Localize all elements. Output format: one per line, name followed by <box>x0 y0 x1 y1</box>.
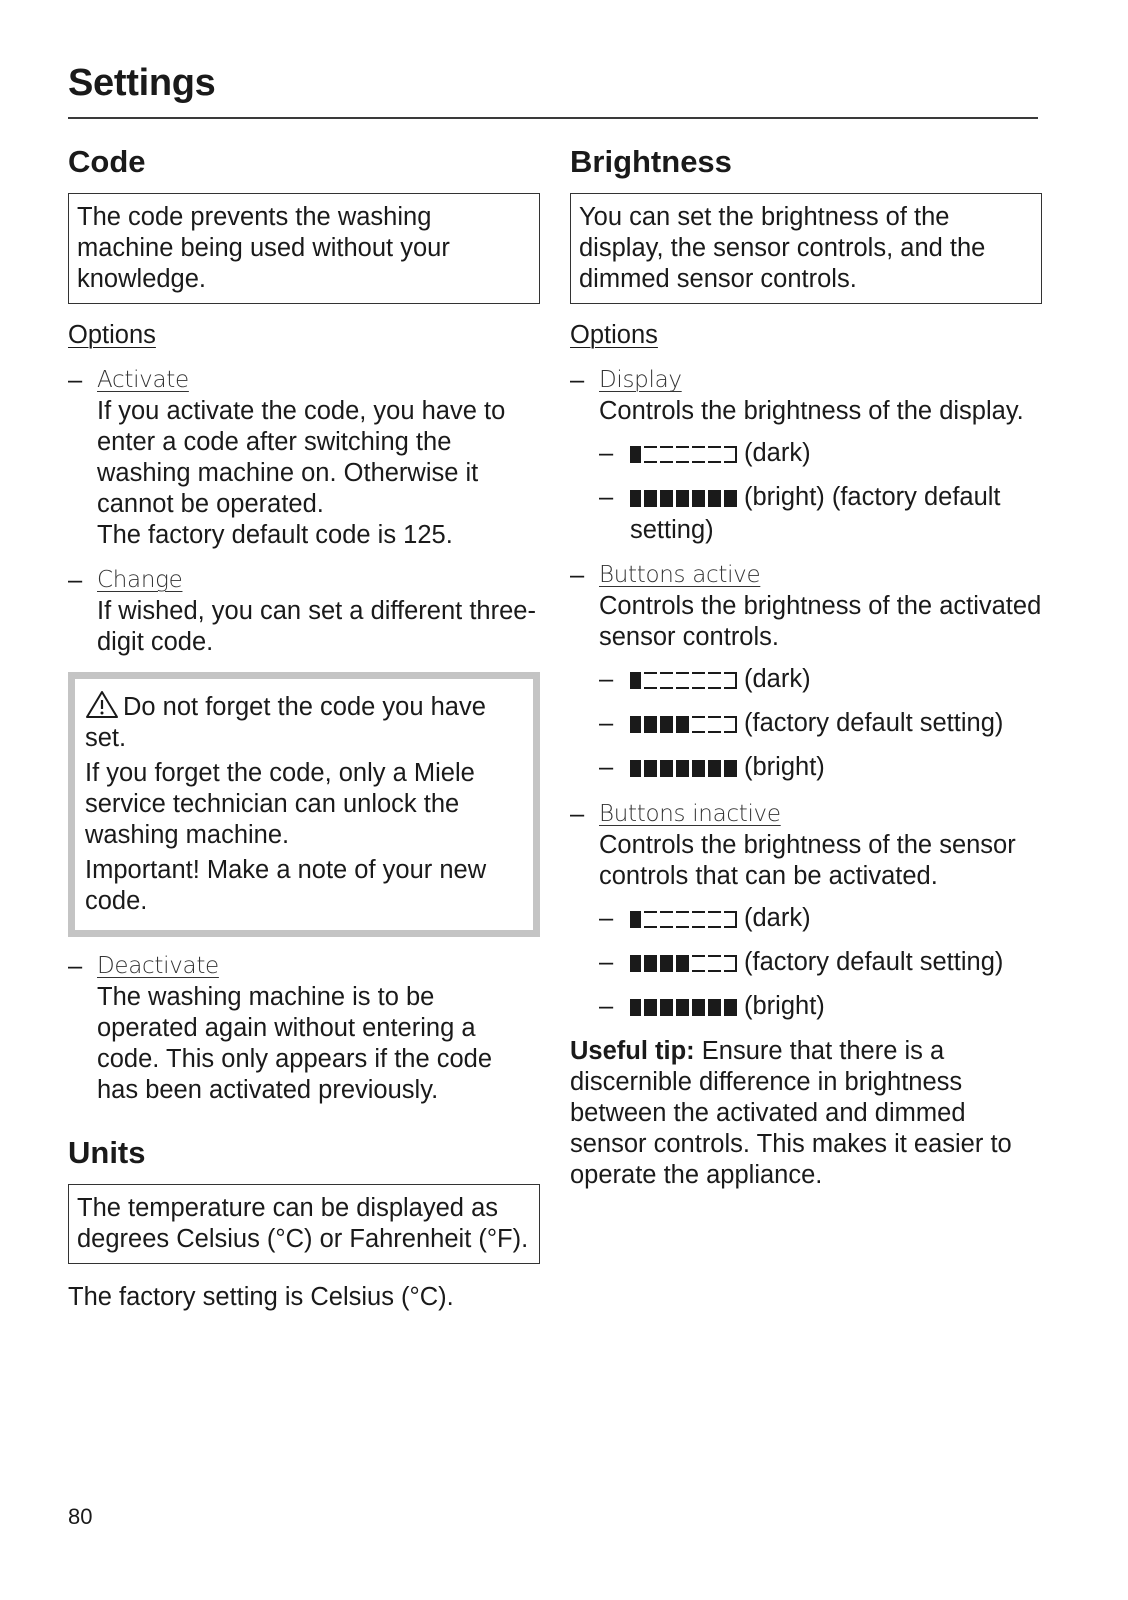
option-buttons-inactive-text: Controls the brightness of the sensor controls that can be activated. <box>599 831 1016 890</box>
right-column <box>570 143 1042 1191</box>
warning-triangle-icon <box>85 690 119 719</box>
brightness-level-row <box>599 664 1042 697</box>
dash: – <box>599 709 614 737</box>
bar-segment-filled <box>724 760 737 777</box>
code-options-label: Options <box>68 321 156 349</box>
warning-line-1 <box>85 690 523 754</box>
bar-segment-filled <box>724 999 737 1016</box>
bar-segment-empty <box>708 672 721 689</box>
units-heading: Units <box>68 1135 146 1170</box>
option-buttons-inactive <box>570 799 1042 1024</box>
bar-segment-filled <box>660 999 673 1016</box>
dash: – <box>599 753 614 781</box>
brightness-level-label: (bright) <box>744 753 825 781</box>
bar-segment-filled <box>692 490 705 507</box>
useful-tip <box>570 1036 1042 1191</box>
brightness-level-label: (factory default setting) <box>744 709 1004 737</box>
brightness-bar-icon <box>630 949 740 980</box>
bar-segment-empty <box>692 955 705 972</box>
bar-segment-empty <box>724 672 737 689</box>
option-change <box>68 565 540 658</box>
warning-line-3: Important! Make a note of your new code. <box>85 856 487 915</box>
dash: – <box>570 800 585 828</box>
bar-segment-empty <box>676 446 689 463</box>
bar-segment-empty <box>692 446 705 463</box>
dash: – <box>599 904 614 932</box>
brightness-options-label: Options <box>570 321 658 349</box>
bar-segment-filled <box>692 760 705 777</box>
dash: – <box>599 439 614 467</box>
bar-segment-filled <box>676 716 689 733</box>
option-activate-name: Activate <box>97 367 189 393</box>
brightness-level-label: (dark) <box>744 665 811 693</box>
bar-segment-filled <box>644 490 657 507</box>
option-change-name: Change <box>97 567 183 593</box>
bar-segment-empty <box>724 955 737 972</box>
brightness-level-row <box>599 482 1042 546</box>
warning-box <box>68 672 540 937</box>
option-activate-default: The factory default code is 125. <box>97 521 453 549</box>
bar-segment-filled <box>630 672 641 689</box>
bar-segment-empty <box>676 911 689 928</box>
header-rule <box>68 117 1038 119</box>
dash: – <box>68 566 83 594</box>
dash: – <box>599 948 614 976</box>
bar-segment-filled <box>660 490 673 507</box>
bar-segment-filled <box>630 911 641 928</box>
bar-segment-empty <box>692 716 705 733</box>
option-activate <box>68 365 540 551</box>
page-number: 80 <box>68 1504 93 1529</box>
brightness-level-label: (factory default setting) <box>744 948 1004 976</box>
brightness-level-label: (bright) <box>744 992 825 1020</box>
option-display-name: Display <box>599 367 682 393</box>
bar-segment-filled <box>692 999 705 1016</box>
bar-segment-filled <box>676 955 689 972</box>
useful-tip-label: Useful tip: <box>570 1037 695 1065</box>
bar-segment-filled <box>676 999 689 1016</box>
bar-segment-filled <box>708 999 721 1016</box>
brightness-level-label: (bright) (factory default setting) <box>630 483 1001 544</box>
brightness-intro-box <box>570 193 1042 304</box>
code-intro-text: The code prevents the washing machine being used without your knowledge. <box>77 203 450 293</box>
useful-tip-text: Ensure that there is a discernible difference in brightness between the activated and dimmed sensor controls. This makes it easier to operate the appliance. <box>570 1037 1012 1189</box>
brightness-bar-icon <box>630 440 740 471</box>
bar-segment-filled <box>630 490 641 507</box>
bar-segment-filled <box>660 955 673 972</box>
brightness-level-row <box>599 947 1042 980</box>
units-intro-text: The temperature can be displayed as degrees Celsius (°C) or Fahrenheit (°F). <box>77 1194 529 1253</box>
option-buttons-inactive-name: Buttons inactive <box>599 801 781 827</box>
left-column <box>68 143 540 1313</box>
bar-segment-empty <box>644 446 657 463</box>
bar-segment-empty <box>708 955 721 972</box>
bar-segment-filled <box>724 490 737 507</box>
buttons-active-levels <box>599 664 1042 785</box>
bar-segment-filled <box>708 760 721 777</box>
dash: – <box>599 665 614 693</box>
brightness-bar-icon <box>630 484 740 515</box>
bar-segment-empty <box>660 911 673 928</box>
brightness-bar-icon <box>630 666 740 697</box>
code-intro-box <box>68 193 540 304</box>
bar-segment-filled <box>644 716 657 733</box>
bar-segment-empty <box>644 672 657 689</box>
bar-segment-empty <box>708 446 721 463</box>
bar-segment-empty <box>660 672 673 689</box>
option-display-text: Controls the brightness of the display. <box>599 397 1024 425</box>
bar-segment-empty <box>692 672 705 689</box>
bar-segment-filled <box>630 716 641 733</box>
bar-segment-empty <box>724 446 737 463</box>
dash: – <box>570 366 585 394</box>
bar-segment-filled <box>644 760 657 777</box>
option-buttons-active-text: Controls the brightness of the activated sensor controls. <box>599 592 1042 651</box>
option-display <box>570 365 1042 546</box>
bar-segment-empty <box>692 911 705 928</box>
buttons-inactive-levels <box>599 903 1042 1024</box>
brightness-level-row <box>599 903 1042 936</box>
brightness-intro-text: You can set the brightness of the display, the sensor controls, and the dimmed sensor controls. <box>579 203 986 293</box>
brightness-level-label: (dark) <box>744 439 811 467</box>
dash: – <box>68 952 83 980</box>
brightness-level-label: (dark) <box>744 904 811 932</box>
bar-segment-filled <box>644 955 657 972</box>
brightness-bar-icon <box>630 993 740 1024</box>
option-deactivate-text: The washing machine is to be operated again without entering a code. This only appears if the code has been activated previously. <box>97 983 493 1104</box>
bar-segment-filled <box>630 760 641 777</box>
bar-segment-filled <box>660 760 673 777</box>
bar-segment-empty <box>708 716 721 733</box>
brightness-level-row <box>599 752 1042 785</box>
bar-segment-empty <box>660 446 673 463</box>
bar-segment-empty <box>708 911 721 928</box>
option-deactivate <box>68 951 540 1106</box>
bar-segment-empty <box>644 911 657 928</box>
warning-line-2: If you forget the code, only a Miele service technician can unlock the washing machine. <box>85 759 475 849</box>
bar-segment-filled <box>630 999 641 1016</box>
brightness-bar-icon <box>630 905 740 936</box>
bar-segment-filled <box>630 955 641 972</box>
page-title: Settings <box>68 62 216 104</box>
bar-segment-filled <box>676 490 689 507</box>
bar-segment-empty <box>676 672 689 689</box>
bar-segment-empty <box>724 716 737 733</box>
brightness-level-row <box>599 708 1042 741</box>
brightness-level-row <box>599 438 1042 471</box>
units-intro-box <box>68 1184 540 1264</box>
dash: – <box>570 561 585 589</box>
units-note: The factory setting is Celsius (°C). <box>68 1283 454 1311</box>
option-buttons-active <box>570 560 1042 785</box>
brightness-level-row <box>599 991 1042 1024</box>
dash: – <box>599 992 614 1020</box>
code-heading: Code <box>68 144 146 179</box>
bar-segment-filled <box>644 999 657 1016</box>
bar-segment-filled <box>708 490 721 507</box>
bar-segment-filled <box>660 716 673 733</box>
brightness-heading: Brightness <box>570 144 732 179</box>
warning-line-1-text: Do not forget the code you have set. <box>85 693 486 752</box>
option-activate-text: If you activate the code, you have to enter a code after switching the washing machine on. Otherwise it cannot be operated. <box>97 397 506 518</box>
bar-segment-filled <box>630 446 641 463</box>
bar-segment-empty <box>724 911 737 928</box>
option-change-text: If wished, you can set a different three-digit code. <box>97 597 536 656</box>
bar-segment-filled <box>676 760 689 777</box>
brightness-bar-icon <box>630 710 740 741</box>
option-buttons-active-name: Buttons active <box>599 562 761 588</box>
brightness-bar-icon <box>630 754 740 785</box>
dash: – <box>68 366 83 394</box>
display-levels <box>599 438 1042 546</box>
dash: – <box>599 483 614 511</box>
option-deactivate-name: Deactivate <box>97 953 219 979</box>
